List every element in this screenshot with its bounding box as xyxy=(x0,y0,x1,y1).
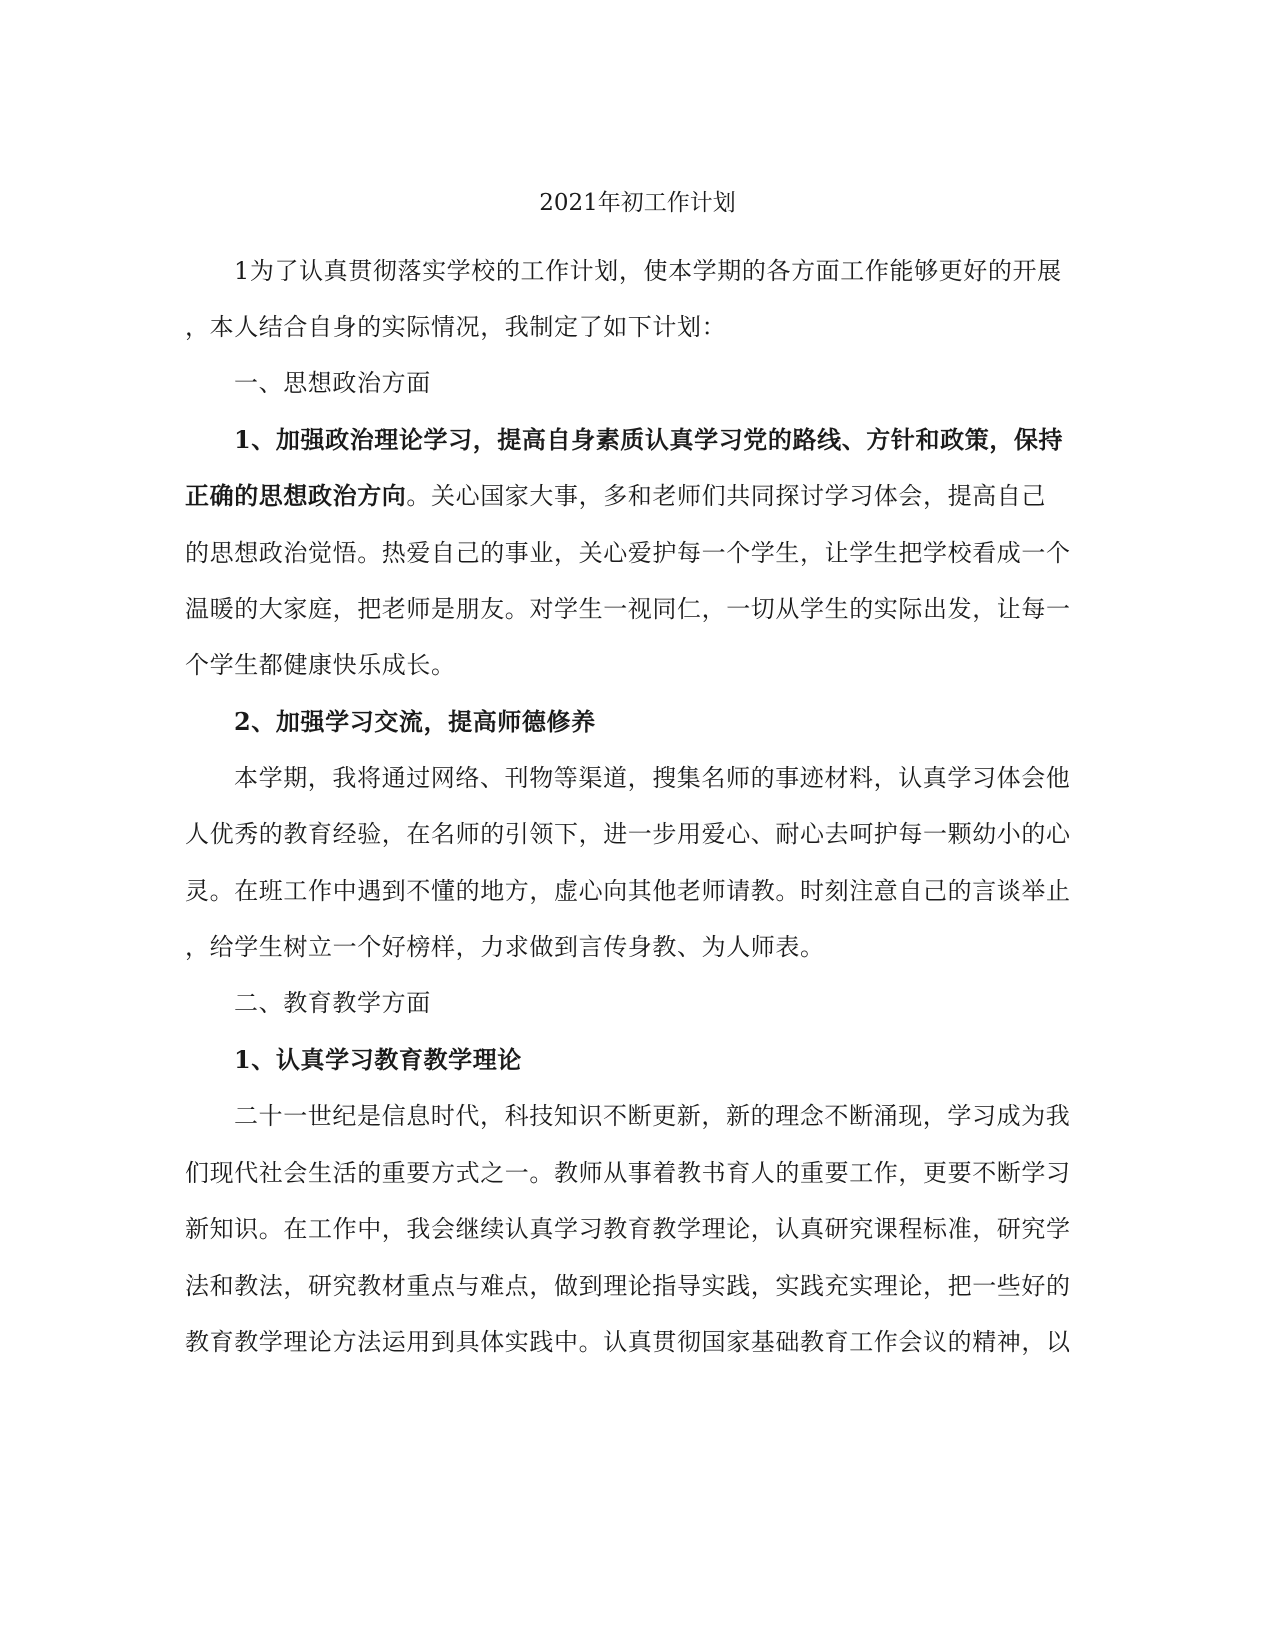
paragraph-line: 灵。在班工作中遇到不懂的地方，虚心向其他老师请教。时刻注意自己的言谈举止 xyxy=(185,877,1071,905)
section-heading: 二、教育教学方面 xyxy=(234,989,431,1017)
paragraph-line: 人优秀的教育经验，在名师的引领下，进一步用爱心、耐心去呵护每一颗幼小的心 xyxy=(185,820,1071,848)
paragraph-line: 个学生都健康快乐成长。 xyxy=(185,651,456,679)
paragraph-line: ，给学生树立一个好榜样，力求做到言传身教、为人师表。 xyxy=(185,933,825,961)
paragraph-line: 教育教学理论方法运用到具体实践中。认真贯彻国家基础教育工作会议的精神，以 xyxy=(185,1328,1071,1356)
paragraph-line: 温暖的大家庭，把老师是朋友。对学生一视同仁，一切从学生的实际出发，让每一 xyxy=(185,595,1071,623)
section-heading: 一、思想政治方面 xyxy=(234,369,431,397)
paragraph-line: 本学期，我将通过网络、刊物等渠道，搜集名师的事迹材料，认真学习体会他 xyxy=(234,764,1071,792)
subsection-heading: 1、认真学习教育教学理论 xyxy=(234,1045,522,1074)
paragraph-line: 的思想政治觉悟。热爱自己的事业，关心爱护每一个学生，让学生把学校看成一个 xyxy=(185,539,1071,567)
paragraph-line: 们现代社会生活的重要方式之一。教师从事着教书育人的重要工作，更要不断学习 xyxy=(185,1159,1071,1187)
bold-phrase: 正确的思想政治方向 xyxy=(185,481,407,510)
paragraph-line: 1为了认真贯彻落实学校的工作计划，使本学期的各方面工作能够更好的开展 xyxy=(234,257,1062,285)
paragraph-line xyxy=(185,480,1095,512)
subsection-heading: 2、加强学习交流，提高师德修养 xyxy=(234,707,596,736)
paragraph-line: 新知识。在工作中，我会继续认真学习教育教学理论，认真研究课程标准，研究学 xyxy=(185,1215,1071,1243)
paragraph-line: ，本人结合自身的实际情况，我制定了如下计划： xyxy=(185,313,727,341)
paragraph-text: 。关心国家大事，多和老师们共同探讨学习体会，提高自己 xyxy=(406,482,1047,510)
paragraph-line: 法和教法，研究教材重点与难点，做到理论指导实践，实践充实理论，把一些好的 xyxy=(185,1272,1071,1300)
subsection-heading: 1、加强政治理论学习，提高自身素质认真学习党的路线、方针和政策，保持 xyxy=(234,425,1064,454)
paragraph-line: 二十一世纪是信息时代，科技知识不断更新，新的理念不断涌现，学习成为我 xyxy=(234,1102,1071,1130)
document-title: 2021年初工作计划 xyxy=(539,190,736,216)
